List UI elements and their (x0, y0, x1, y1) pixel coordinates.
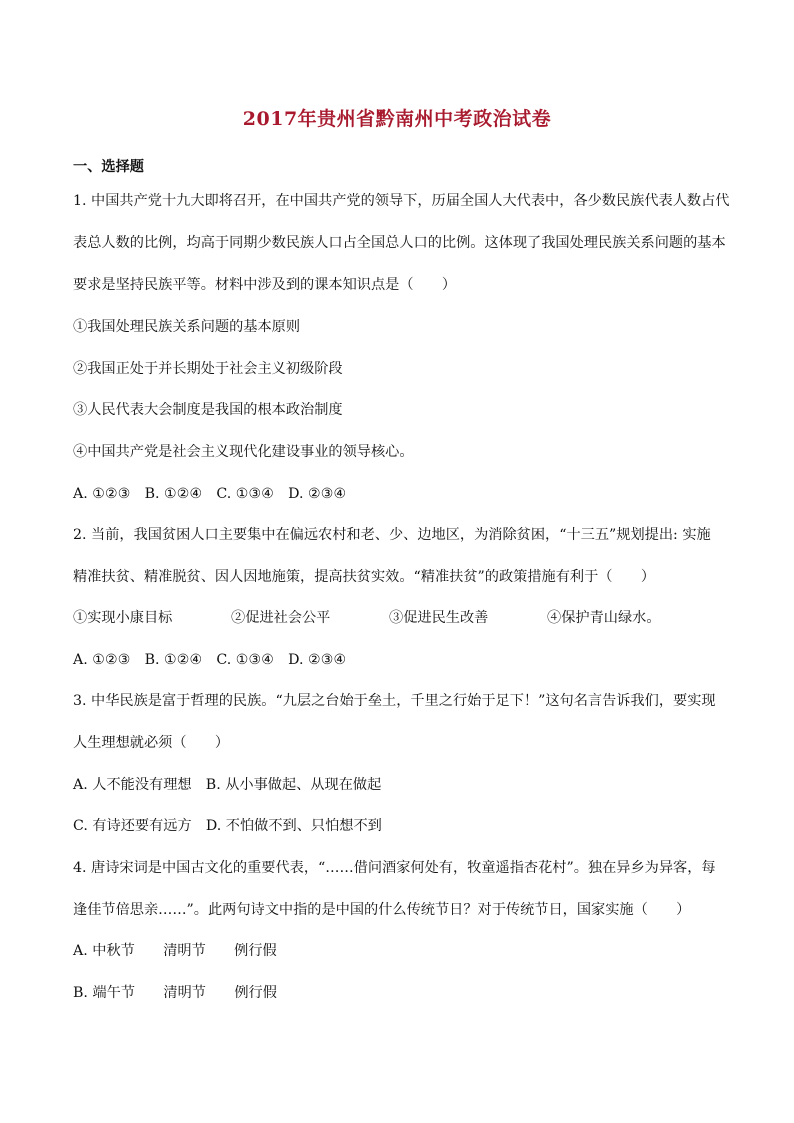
question-3-line-2: 人生理想就必须（ ） (73, 735, 230, 751)
question-1-item-2: ②我国正处于并长期处于社会主义初级阶段 (73, 361, 343, 377)
question-1-item-3: ③人民代表大会制度是我国的根本政治制度 (73, 402, 343, 418)
question-2-answers: A. ①②③ B. ①②④ C. ①③④ D. ②③④ (73, 652, 347, 668)
question-2-item-4: ④保护青山绿水。 (547, 610, 661, 626)
question-2-line-2: 精准扶贫、精准脱贫、因人因地施策，提高扶贫实效。“精准扶贫”的政策措施有利于（ ） (73, 569, 656, 585)
page-title: 2017年贵州省黔南州中考政治试卷 (242, 108, 552, 130)
question-3-answers-1: A. 人不能没有理想 B. 从小事做起、从现在做起 (73, 777, 382, 793)
question-1-line-2: 表总人数的比例，均高于同期少数民族人口占全国总人口的比例。这体现了我国处理民族关系问题的基本 (73, 235, 726, 251)
question-4-answer-a: A. 中秋节 清明节 例行假 (73, 943, 277, 959)
question-4-line-2: 逢佳节倍思亲……”。此两句诗文中指的是中国的什么传统节日？对于传统节日，国家实施（ ） (73, 902, 691, 918)
question-3-line-1: 3. 中华民族是富于哲理的民族。“九层之台始于垒土，千里之行始于足下！”这句名言告诉我们，要实现 (73, 693, 716, 709)
question-4-answer-b: B. 端午节 清明节 例行假 (73, 985, 277, 1001)
question-1-answers: A. ①②③ B. ①②④ C. ①③④ D. ②③④ (73, 486, 347, 502)
section-heading: 一、选择题 (73, 159, 144, 175)
question-2-item-2: ②促进社会公平 (231, 610, 331, 626)
question-1-line-1: 1. 中国共产党十九大即将召开，在中国共产党的领导下，历届全国人大代表中，各少数民族代表人数占代 (73, 193, 730, 209)
question-3-answers-2: C. 有诗还要有远方 D. 不怕做不到、只怕想不到 (73, 818, 382, 834)
question-4-line-1: 4. 唐诗宋词是中国古文化的重要代表，“……借问酒家何处有，牧童遥指杏花村”。独在异乡为异客，每 (73, 860, 716, 876)
question-2-line-1: 2. 当前，我国贫困人口主要集中在偏远农村和老、少、边地区，为消除贫困，“十三五”规划提出: 实施 (73, 527, 711, 543)
question-1-line-3: 要求是坚持民族平等。材料中涉及到的课本知识点是（ ） (73, 277, 457, 293)
question-1-item-1: ①我国处理民族关系问题的基本原则 (73, 319, 301, 335)
question-2-item-3: ③促进民生改善 (389, 610, 489, 626)
question-2-items (73, 608, 705, 628)
question-2-item-1: ①实现小康目标 (73, 610, 173, 626)
question-1-item-4: ④中国共产党是社会主义现代化建设事业的领导核心。 (73, 444, 414, 460)
